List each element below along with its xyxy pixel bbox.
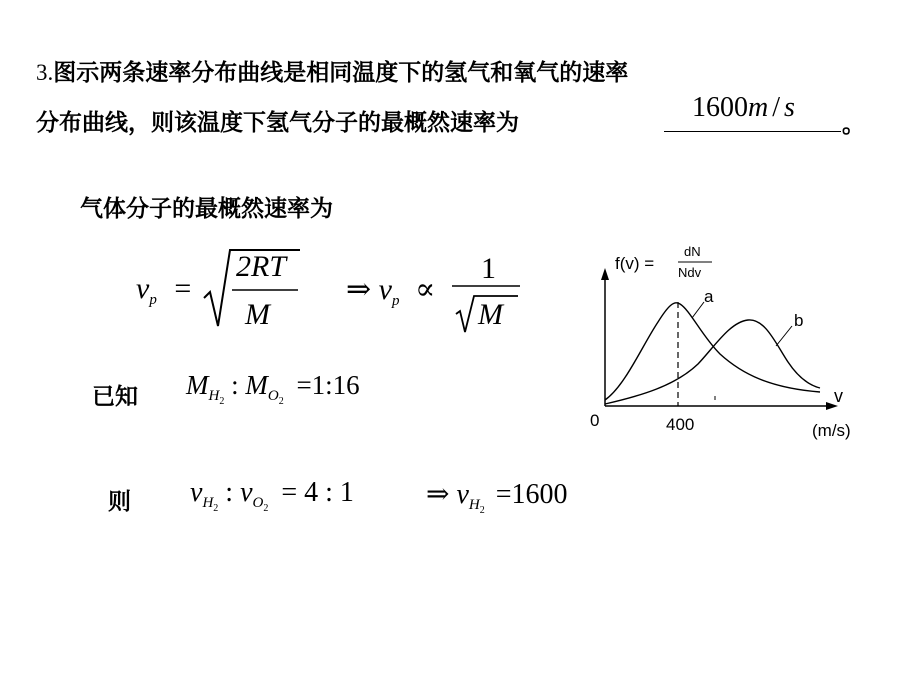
formula-sqrt-M: M <box>478 298 503 331</box>
solution-heading: 气体分子的最概然速率为 <box>80 196 333 222</box>
answer-unit-s: s <box>784 92 795 123</box>
problem-line-1 <box>36 58 628 88</box>
problem-text-2: 分布曲线，则该温度下氢气分子的最概然速率为 <box>36 110 519 136</box>
problem-text-1: 图示两条速率分布曲线是相同温度下的氢气和氧气的速率 <box>53 60 629 86</box>
origin-label: 0 <box>590 411 600 430</box>
formula-numerator: 2RT <box>236 250 287 283</box>
result: ⇒ $v_{H2} =1600$ <box>426 479 568 516</box>
sub-H-r: H <box>468 497 480 513</box>
then-label: 则 <box>108 489 131 515</box>
known-label: 已知 <box>92 384 138 410</box>
frac-denominator: Ndv <box>678 265 702 280</box>
problem-line-2 <box>36 108 519 138</box>
formula-p2: p <box>391 293 400 309</box>
pointer-a <box>692 302 704 318</box>
formula-equals: = <box>174 272 192 305</box>
answer-text <box>692 92 795 124</box>
formula-one: 1 <box>481 252 496 285</box>
sub-O-v: O <box>252 495 264 511</box>
x-axis-label: v <box>834 386 843 406</box>
known-ratio-value: =1:16 <box>296 370 360 400</box>
curve-a-label: a <box>704 287 714 306</box>
result-implies: ⇒ <box>426 479 450 510</box>
tick-400-label: 400 <box>666 415 695 434</box>
formula-proportional: ∝ <box>414 273 436 306</box>
speed-ratio: $v_{H2}$ : $v_{O2} = 4$ : 1 <box>190 477 354 514</box>
speed-ratio-value: = 4 : 1 <box>281 477 354 508</box>
y-axis-label: f(v) = <box>615 254 655 273</box>
answer-unit-m: m <box>748 92 769 123</box>
distribution-graph <box>580 236 870 446</box>
answer-value: 1600 <box>692 92 748 123</box>
problem-period: 。 <box>842 112 865 138</box>
sub-H: H <box>208 388 220 404</box>
curve-a <box>605 303 820 400</box>
pointer-b <box>776 326 792 346</box>
answer-blank <box>664 131 841 132</box>
curve-b <box>605 320 820 404</box>
known-ratio: $M_{H2}$ : $M_{O2}$ =1:16 <box>186 370 360 407</box>
formula-vp-lhs <box>136 272 191 309</box>
formula-v2: v <box>378 273 392 306</box>
unit-label: (m/s) <box>812 421 851 440</box>
formula-rhs <box>346 272 435 310</box>
frac-numerator: dN <box>684 244 701 259</box>
result-value: =1600 <box>495 479 568 510</box>
curve-b-label: b <box>794 311 804 330</box>
formula-p: p <box>149 292 157 308</box>
problem-number: 3. <box>36 60 54 85</box>
answer-unit-slash: / <box>772 92 781 123</box>
formula-implies: ⇒ <box>346 273 372 306</box>
formula-v: v <box>136 272 150 305</box>
y-axis-arrow <box>601 268 609 280</box>
sub-H-v: H <box>202 495 214 511</box>
sub-O: O <box>267 388 279 404</box>
formula-denominator: M <box>245 298 270 331</box>
